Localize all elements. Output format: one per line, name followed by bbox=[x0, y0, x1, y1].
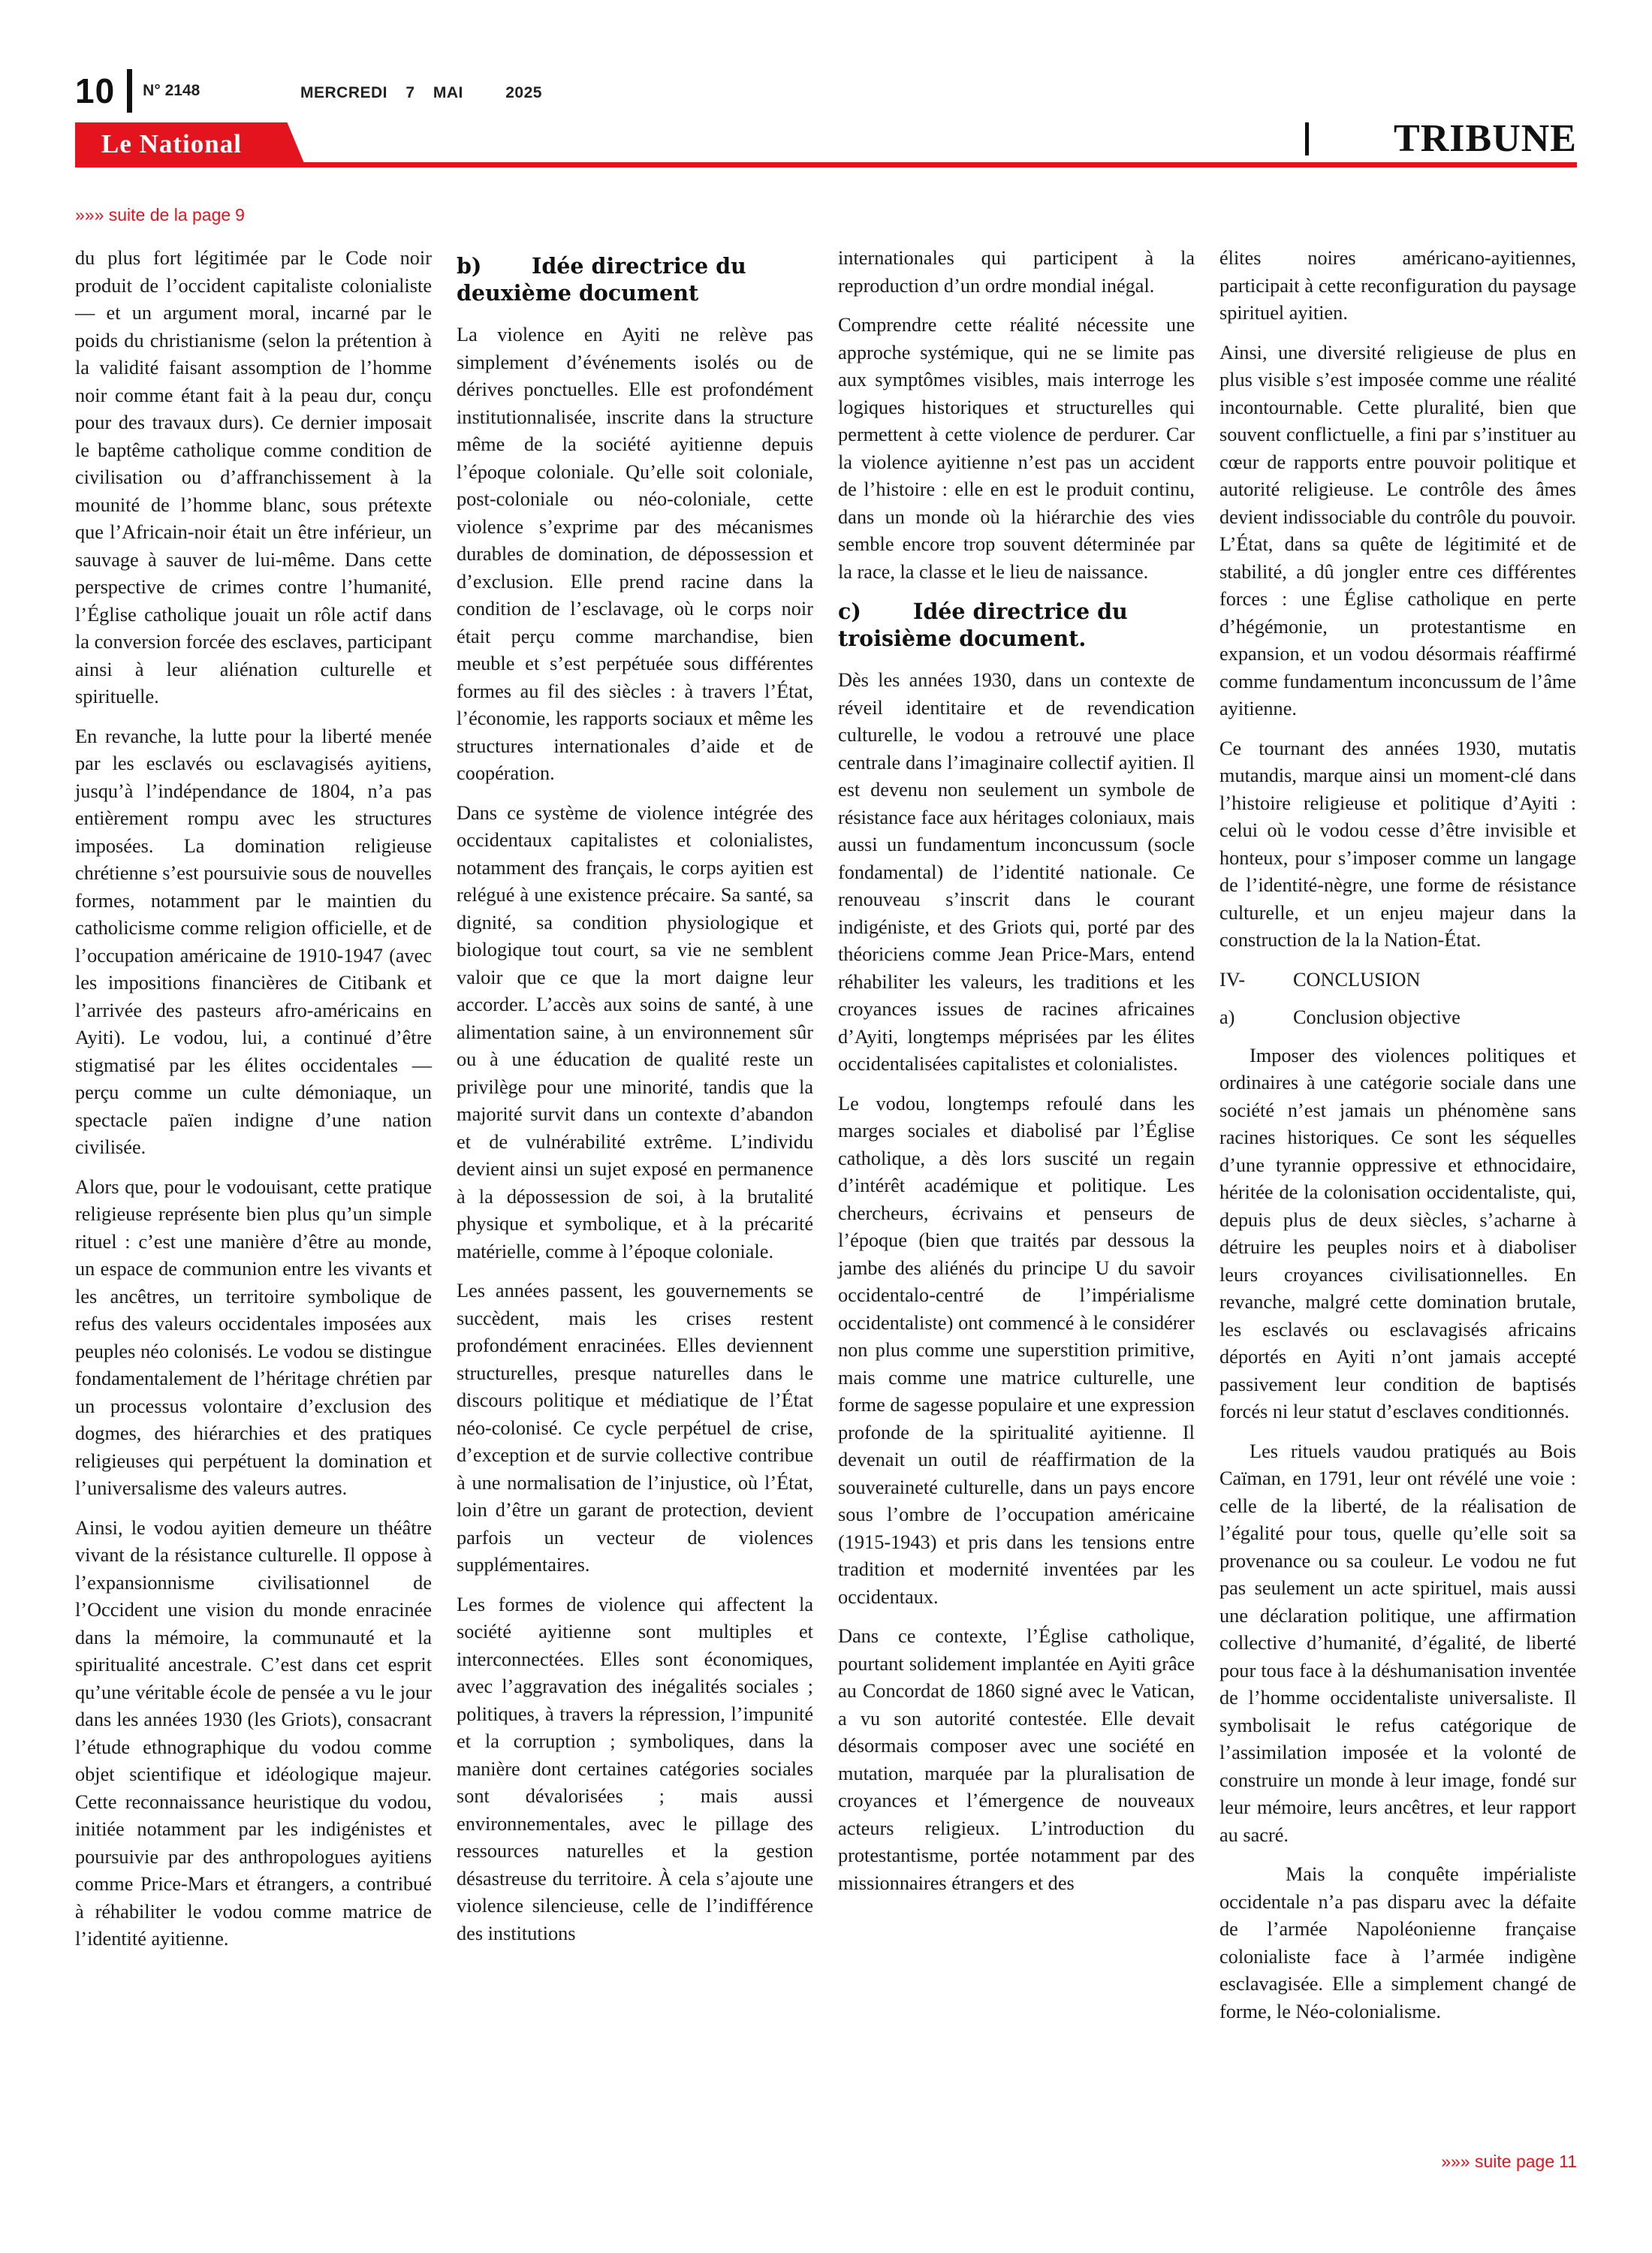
publication-date bbox=[300, 84, 556, 102]
heading-title: Idée directrice du troisième document. bbox=[838, 599, 1128, 651]
article-column-1 bbox=[75, 245, 432, 1965]
section-heading-c bbox=[838, 598, 1195, 652]
conclusion-heading bbox=[1219, 967, 1576, 994]
page-header bbox=[75, 69, 200, 113]
article-column-4 bbox=[1219, 245, 1576, 2037]
continued-from-text: »»» suite de la page bbox=[75, 205, 231, 225]
continued-to-page: 11 bbox=[1559, 2152, 1577, 2171]
heading-label: IV- bbox=[1219, 968, 1246, 991]
paragraph: Comprendre cette réalité nécessite une approche systémique, qui ne se limite pas aux symptômes visibles, mais interroge les logiques historiques et structurelles qui permettent à cette violence de perdurer. Car la violence ayitienne n’est pas un accident de l’histoire : elle en est le produit continu, dans un monde où la hiérarchie des vies semble encore trop souvent déterminée par la race, la classe et le lieu de naissance. bbox=[838, 314, 1195, 583]
date-month: MAI bbox=[433, 84, 463, 101]
paragraph: internationales qui participent à la reproduction d’un ordre mondial inégal. bbox=[838, 247, 1195, 297]
header-red-rule bbox=[75, 162, 1577, 167]
paragraph: Ainsi, le vodou ayitien demeure un théâtre vivant de la résistance culturelle. Il oppose à l’expansionnisme civilisationnel de l’Occident une vision du monde enracinée dans la mémoire, la communauté et la spiritualité ancestrale. C’est dans cet esprit qu’une véritable école de pensée a vu le jour dans les années 1930 (les Griots), consacrant l’étude ethnographique du vodou comme objet scientifique et idéologique majeur. Cette reconnaissance heuristique du vodou, initiée notamment par les indigénistes et poursuivie par des anthropologues ayitiens comme Price-Mars et étrangers, a contribué à réhabiliter le vodou comme matrice de l’identité ayitienne. bbox=[75, 1516, 432, 1950]
article-column-3 bbox=[838, 245, 1195, 1909]
header-divider bbox=[127, 69, 132, 113]
paragraph: Imposer des violences politiques et ordinaires à une catégorie sociale dans une société n’est jamais un phénomène sans racines historiques. Ce sont les séquelles d’une tyrannie oppressive et ethnocidaire, héritée de la colonisation occidentaliste, qui, depuis plus de deux siècles, s’acharne à détruire les peuples noirs et à diaboliser leurs croyances civilisationnelles. En revanche, malgré cette domination brutale, les esclavés ou esclavagisés africains déportés en Ayiti n’ont jamais accepté passivement leur condition de baptisés forcés ni leur statut d’esclaves conditionnés. bbox=[1219, 1044, 1576, 1422]
issue-number: N° 2148 bbox=[143, 82, 200, 99]
heading-label: a) bbox=[1219, 1006, 1235, 1028]
continued-to-note bbox=[1441, 2152, 1577, 2172]
paragraph: Le vodou, longtemps refoulé dans les marges sociales et diabolisé par l’Église catholique, a dès lors suscité un regain d’intérêt académique et politique. Les chercheurs, écrivains et penseurs de l’époque (bien que traités par dessous la jambe des aliénés du principe U du savoir occidentalo-centré de l’impérialisme occidentaliste) ont commencé à le considérer non plus comme une superstition primitive, mais comme une matrice culturelle, une forme de sagesse populaire et une expression profonde de la spiritualité ayitienne. Il devenait un outil de réaffirmation de la souveraineté culturelle, dans un pays encore sous l’ombre de l’occupation américaine (1915-1943) et pris dans les tensions entre tradition et modernité inventées par les occidentaux. bbox=[838, 1092, 1195, 1608]
heading-title: Idée directrice du deuxième document bbox=[457, 253, 746, 306]
continued-to-text: »»» suite page bbox=[1441, 2152, 1555, 2171]
paragraph: Dès les années 1930, dans un contexte de réveil identitaire et de revendication culturelle, le vodou a retrouvé une place centrale dans l’imaginaire collectif ayitien. Il est devenu non seulement un symbole de résistance face aux héritages coloniaux, mais aussi un fundamentum inconcussum (socle fondamental) de l’identité nationale. Ce renouveau s’inscrit dans le courant indigéniste, et des Griots qui, porté par des théoriciens comme Jean Price-Mars, entend réhabiliter les valeurs, les traditions et les croyances issues de racines africaines d’Ayiti, longtemps méprisées par les élites occidentalisées capitalistes et colonialistes. bbox=[838, 669, 1195, 1075]
paragraph: Ce tournant des années 1930, mutatis mutandis, marque ainsi un moment-clé dans l’histoire religieuse et politique d’Ayiti : celui où le vodou cesse d’être invisible et honteux, pour s’imposer comme un langage de l’identité-nègre, une forme de résistance culturelle, et un enjeu majeur dans la construction de la la Nation-État. bbox=[1219, 737, 1576, 951]
paragraph: Dans ce système de violence intégrée des occidentaux capitalistes et colonialistes, notamment des français, le corps ayitien est relégué à une existence précaire. Sa santé, sa dignité, sa condition physiologique et biologique tout court, sa vie ne semblent valoir que ce que la mort daigne leur accorder. L’accès aux soins de santé, à une alimentation saine, à un environnement sûr ou à une éducation de qualité reste un privilège pour une minorité, tandis que la majorité survit dans un contexte d’abandon et de vulnérabilité extrême. L’individu devient ainsi un sujet exposé en permanence à la dépossession de soi, à la brutalité physique et symbolique, et à la précarité matérielle, comme à l’époque coloniale. bbox=[457, 801, 813, 1262]
section-title: TRIBUNE bbox=[1394, 117, 1577, 160]
paragraph: Alors que, pour le vodouisant, cette pratique religieuse représente bien plus qu’un simple rituel : c’est une manière d’être au monde, un espace de communion entre les vivants et les ancêtres, un territoire symbolique de refus des valeurs occidentales imposées aux peuples néo colonisés. Le vodou se distingue fondamentalement de l’héritage chrétien par un processus volontaire d’exclusion des dogmes, des hiérarchies et des pratiques religieuses qui perpétuent la domination et l’universalisme des valeurs autres. bbox=[75, 1175, 432, 1499]
article-column-2 bbox=[457, 245, 813, 1959]
section-heading-b bbox=[457, 252, 813, 306]
heading-label: b) bbox=[457, 253, 482, 279]
page-number: 10 bbox=[75, 71, 116, 110]
paragraph: Mais la conquête impérialiste occidentale n’a pas disparu avec la défaite de l’armée Napoléonienne française colonialiste face à l’armée indigène esclavagisée. Elle a simplement changé de forme, le Néo-colonialisme. bbox=[1219, 1863, 1576, 2022]
paragraph: Dans ce contexte, l’Église catholique, pourtant solidement implantée en Ayiti grâce au Concordat de 1860 signé avec le Vatican, a vu son autorité contestée. Elle devait désormais composer avec une société en mutation, marquée par la pluralisation de croyances et l’émergence de nouveaux acteurs religieux. L’introduction du protestantisme, portée notamment par des missionnaires étrangers et des bbox=[838, 1625, 1195, 1894]
heading-label: c) bbox=[838, 599, 861, 624]
conclusion-subheading bbox=[1219, 1004, 1576, 1032]
paragraph: du plus fort légitimée par le Code noir produit de l’occident capitaliste colonialiste — et un argument moral, incarné par le poids du christianisme (selon la prétention à la validité faisant assomption de l’homme noir comme étant fait à la peau dur, conçu pour des travaux durs). Ce dernier imposait le baptême catholique comme condition de civilisation ou d’affranchissement à la mounité de l’homme blanc, sous prétexte que l’Africain-noir était un être inférieur, un sauvage à sauver de lui-même. Dans cette perspective de crimes contre l’humanité, l’Église catholique jouait un rôle actif dans la conversion forcée des esclaves, participant ainsi à leur aliénation culturelle et spirituelle. bbox=[75, 247, 432, 707]
heading-title: Conclusion objective bbox=[1293, 1006, 1461, 1028]
paragraph: En revanche, la lutte pour la liberté menée par les esclavés ou esclavagisés ayitiens, jusqu’à l’indépendance de 1804, n’a pas entièrement rompu avec les structures imposées. La domination religieuse chrétienne s’est poursuivie sous de nouvelles formes, notamment par le maintien du catholicisme comme religion officielle, et de l’occupation américaine de 1910-1947 (avec les impositions financières de Citibank et l’arrivée des pasteurs afro-américains en Ayiti). Le vodou, lui, a continué d’être stigmatisé par les élites occidentales — perçu comme un culte démoniaque, un spectacle païen indigne d’une nation civilisée. bbox=[75, 725, 432, 1158]
paragraph: Ainsi, une diversité religieuse de plus en plus visible s’est imposée comme une réalité incontournable. Cette pluralité, bien que souvent conflictuelle, a fini par s’instituer au cœur de rapports entre pouvoir politique et autorité religieuse. Le contrôle des âmes devient indissociable du contrôle du pouvoir. L’État, dans sa quête de légitimité et de stabilité, a dû jongler entre ces différentes forces : une Église catholique en perte d’hégémonie, un protestantisme en expansion, et un vodou désormais réaffirmé comme fundamentum inconcussum de l’âme ayitienne. bbox=[1219, 341, 1576, 719]
brand-logo-text: Le National bbox=[101, 129, 242, 158]
date-weekday: MERCREDI bbox=[300, 84, 388, 101]
continued-from-page: 9 bbox=[235, 205, 245, 225]
continued-from-note bbox=[75, 205, 245, 225]
date-year: 2025 bbox=[505, 84, 542, 101]
paragraph: Les années passent, les gouvernements se succèdent, mais les crises restent profondément enracinées. Elles deviennent structurelles, presque naturelles dans le discours politique et médiatique de l’État néo-colonisé. Ce cycle perpétuel de crise, d’exception et de survie collective contribue à une normalisation de l’injustice, où l’État, loin d’être un garant de protection, devient parfois un vecteur de violences supplémentaires. bbox=[457, 1280, 813, 1576]
paragraph: Les rituels vaudou pratiqués au Bois Caïman, en 1791, leur ont révélé une voie : celle de la liberté, de la réalisation de l’égalité pour tous, quelle qu’elle soit sa provenance ou sa couleur. Le vodou ne fut pas seulement un acte spirituel, mais aussi une déclaration politique, une affirmation collective d’humanité, d’égalité, de liberté pour tous face à la déshumanisation inventée de l’homme occidentaliste universaliste. Il symbolisait le refus catégorique de l’assimilation imposée et la volonté de construire un monde à leur image, fondé sur leur mémoire, leurs ancêtres, et leur rapport au sacré. bbox=[1219, 1440, 1576, 1846]
paragraph: élites noires américano-ayitiennes, participait à cette reconfiguration du paysage spirituel ayitien. bbox=[1219, 247, 1576, 324]
paragraph: Les formes de violence qui affectent la société ayitienne sont multiples et interconnectées. Elles sont économiques, avec l’aggravation des inégalités sociales ; politiques, à travers la répression, l’impunité et la corruption ; symboliques, dans la manière dont certaines catégories sociales sont dévalorisées ; mais aussi environnementales, avec le pillage des ressources naturelles et la gestion désastreuse du territoire. À cela s’ajoute une violence silencieuse, celle de l’indifférence des institutions bbox=[457, 1593, 813, 1944]
section-divider bbox=[1305, 122, 1309, 155]
date-day: 7 bbox=[405, 84, 415, 101]
paragraph: La violence en Ayiti ne relève pas simplement d’événements isolés ou de dérives ponctuelles. Elle est profondément institutionnalisée, inscrite dans la structure même de la société ayitienne depuis l’époque coloniale. Qu’elle soit coloniale, post-coloniale ou néo-coloniale, cette violence s’exprime par des mécanismes durables de domination, de dépossession et d’exclusion. Elle prend racine dans la condition de l’esclavage, où le corps noir était perçu comme marchandise, bien meuble et s’est perpétuée sous différentes formes au fil des siècles : à travers l’État, l’économie, les rapports sociaux et même les structures internationales d’aide et de coopération. bbox=[457, 324, 813, 784]
heading-title: CONCLUSION bbox=[1293, 968, 1421, 991]
